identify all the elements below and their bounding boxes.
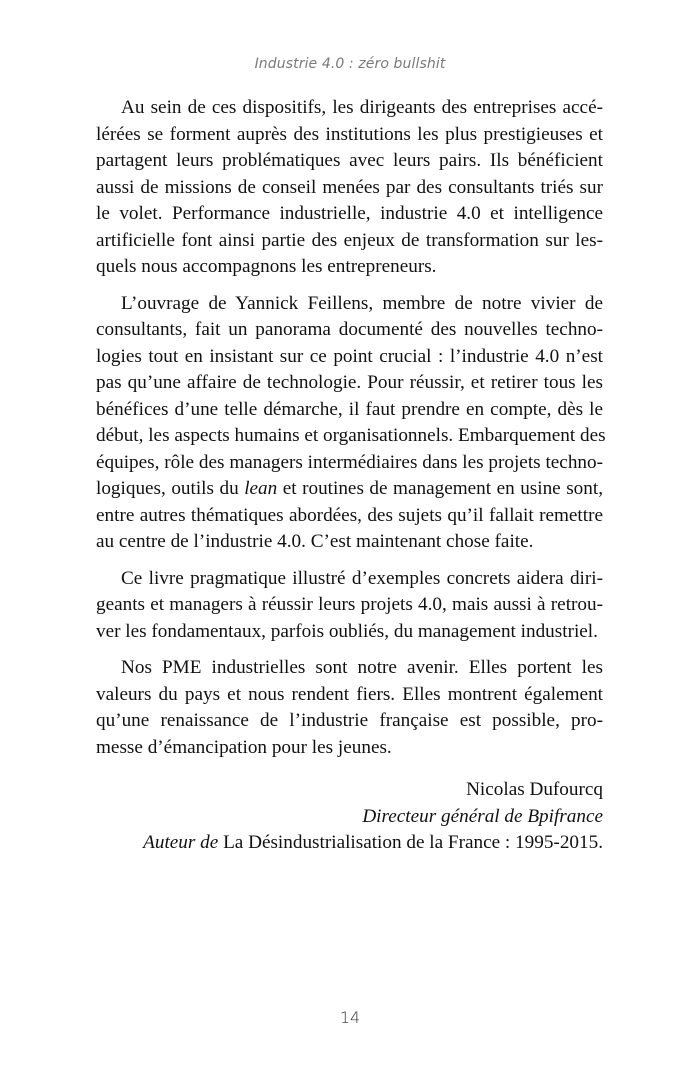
text-segment: L’ouvrage de Yannick Feillens, membre de notre vivier de [121,292,603,314]
text-line [96,682,603,709]
text-line [96,397,603,424]
text-line [96,122,603,149]
text-line [96,95,603,122]
text-segment: Nos PME industrielles sont notre avenir. Elles portent les [121,657,603,678]
text-line [96,254,603,281]
text-line [96,476,603,503]
text-segment: et routines de management en usine sont, [277,478,603,499]
text-segment: logies tout en insistant sur ce point crucial : l’industrie 4.0 n’est [96,345,603,367]
text-segment: lérées se forment auprès des institutions les plus prestigieuses et [96,123,603,145]
paragraph [96,655,603,761]
text-line [96,291,603,318]
body-text [96,95,606,771]
text-segment: messe d’émancipation pour les jeunes. [96,736,392,758]
signature-block [143,777,603,857]
text-segment: quels nous accompagnons les entrepreneurs. [96,256,437,277]
page-number: 14 [339,1008,361,1027]
text-line [96,317,603,344]
paragraph [96,291,606,556]
text-segment: entre autres thématiques abordées, des sujets qu’il fallait remettre [96,504,603,526]
signature-book: Auteur de La Désindustrialisation de la France : 1995-2015. [143,832,603,853]
text-segment: geants et managers à réussir leurs projets 4.0, mais aussi à retrou- [96,594,603,615]
text-segment: Au sein de ces dispositifs, les dirigeants des entreprises accé- [121,97,603,118]
text-line [96,655,603,682]
text-segment: début, les aspects humains et organisationnels. Embarquement des [96,425,606,446]
running-header: Industrie 4.0 : zéro bullshit [254,56,446,72]
text-segment: qu’une renaissance de l’industrie française est possible, pro- [96,710,603,731]
text-line [96,735,603,762]
text-line [96,344,603,371]
text-segment: pas qu’une affaire de technologie. Pour réussir, et retirer tous les [96,372,603,393]
signature-role: Directeur général de Bpifrance [362,805,603,827]
text-line [96,148,603,175]
text-segment: consultants, fait un panorama documenté des nouvelles techno- [96,319,603,340]
text-segment: le volet. Performance industrielle, industrie 4.0 et intelligence [96,203,603,224]
text-segment: aussi de missions de conseil menées par des consultants triés sur [96,176,603,198]
text-segment: au centre de l’industrie 4.0. C’est maintenant chose faite. [96,531,534,552]
text-line [96,529,603,556]
paragraph [96,566,603,646]
text-segment: bénéfices d’une telle démarche, il faut prendre en compte, dès le [96,398,603,420]
text-line [96,175,603,202]
text-line [96,708,603,735]
text-line [96,201,603,228]
text-line [96,370,603,397]
text-line [96,228,603,255]
text-segment: équipes, rôle des managers intermédiaires dans les projets techno- [96,451,603,473]
italic-term: lean [244,478,278,499]
text-segment: ver les fondamentaux, parfois oubliés, du management industriel. [96,620,598,642]
text-line [96,503,603,530]
text-segment: Ce livre pragmatique illustré d’exemples concrets aidera diri- [121,567,603,589]
text-segment: artificielle font ainsi partie des enjeux de transformation sur les- [96,229,603,251]
text-segment: logiques, outils du [96,478,245,499]
text-line [96,423,606,450]
text-segment: valeurs du pays et nous rendent fiers. Elles montrent également [96,683,603,705]
signature-name: Nicolas Dufourcq [466,779,603,800]
text-segment: partagent leurs problématiques avec leurs pairs. Ils bénéficient [96,150,603,171]
text-line [96,619,603,646]
paragraph [96,95,603,281]
text-line [96,450,603,477]
text-line [96,566,603,593]
text-line [96,592,603,619]
